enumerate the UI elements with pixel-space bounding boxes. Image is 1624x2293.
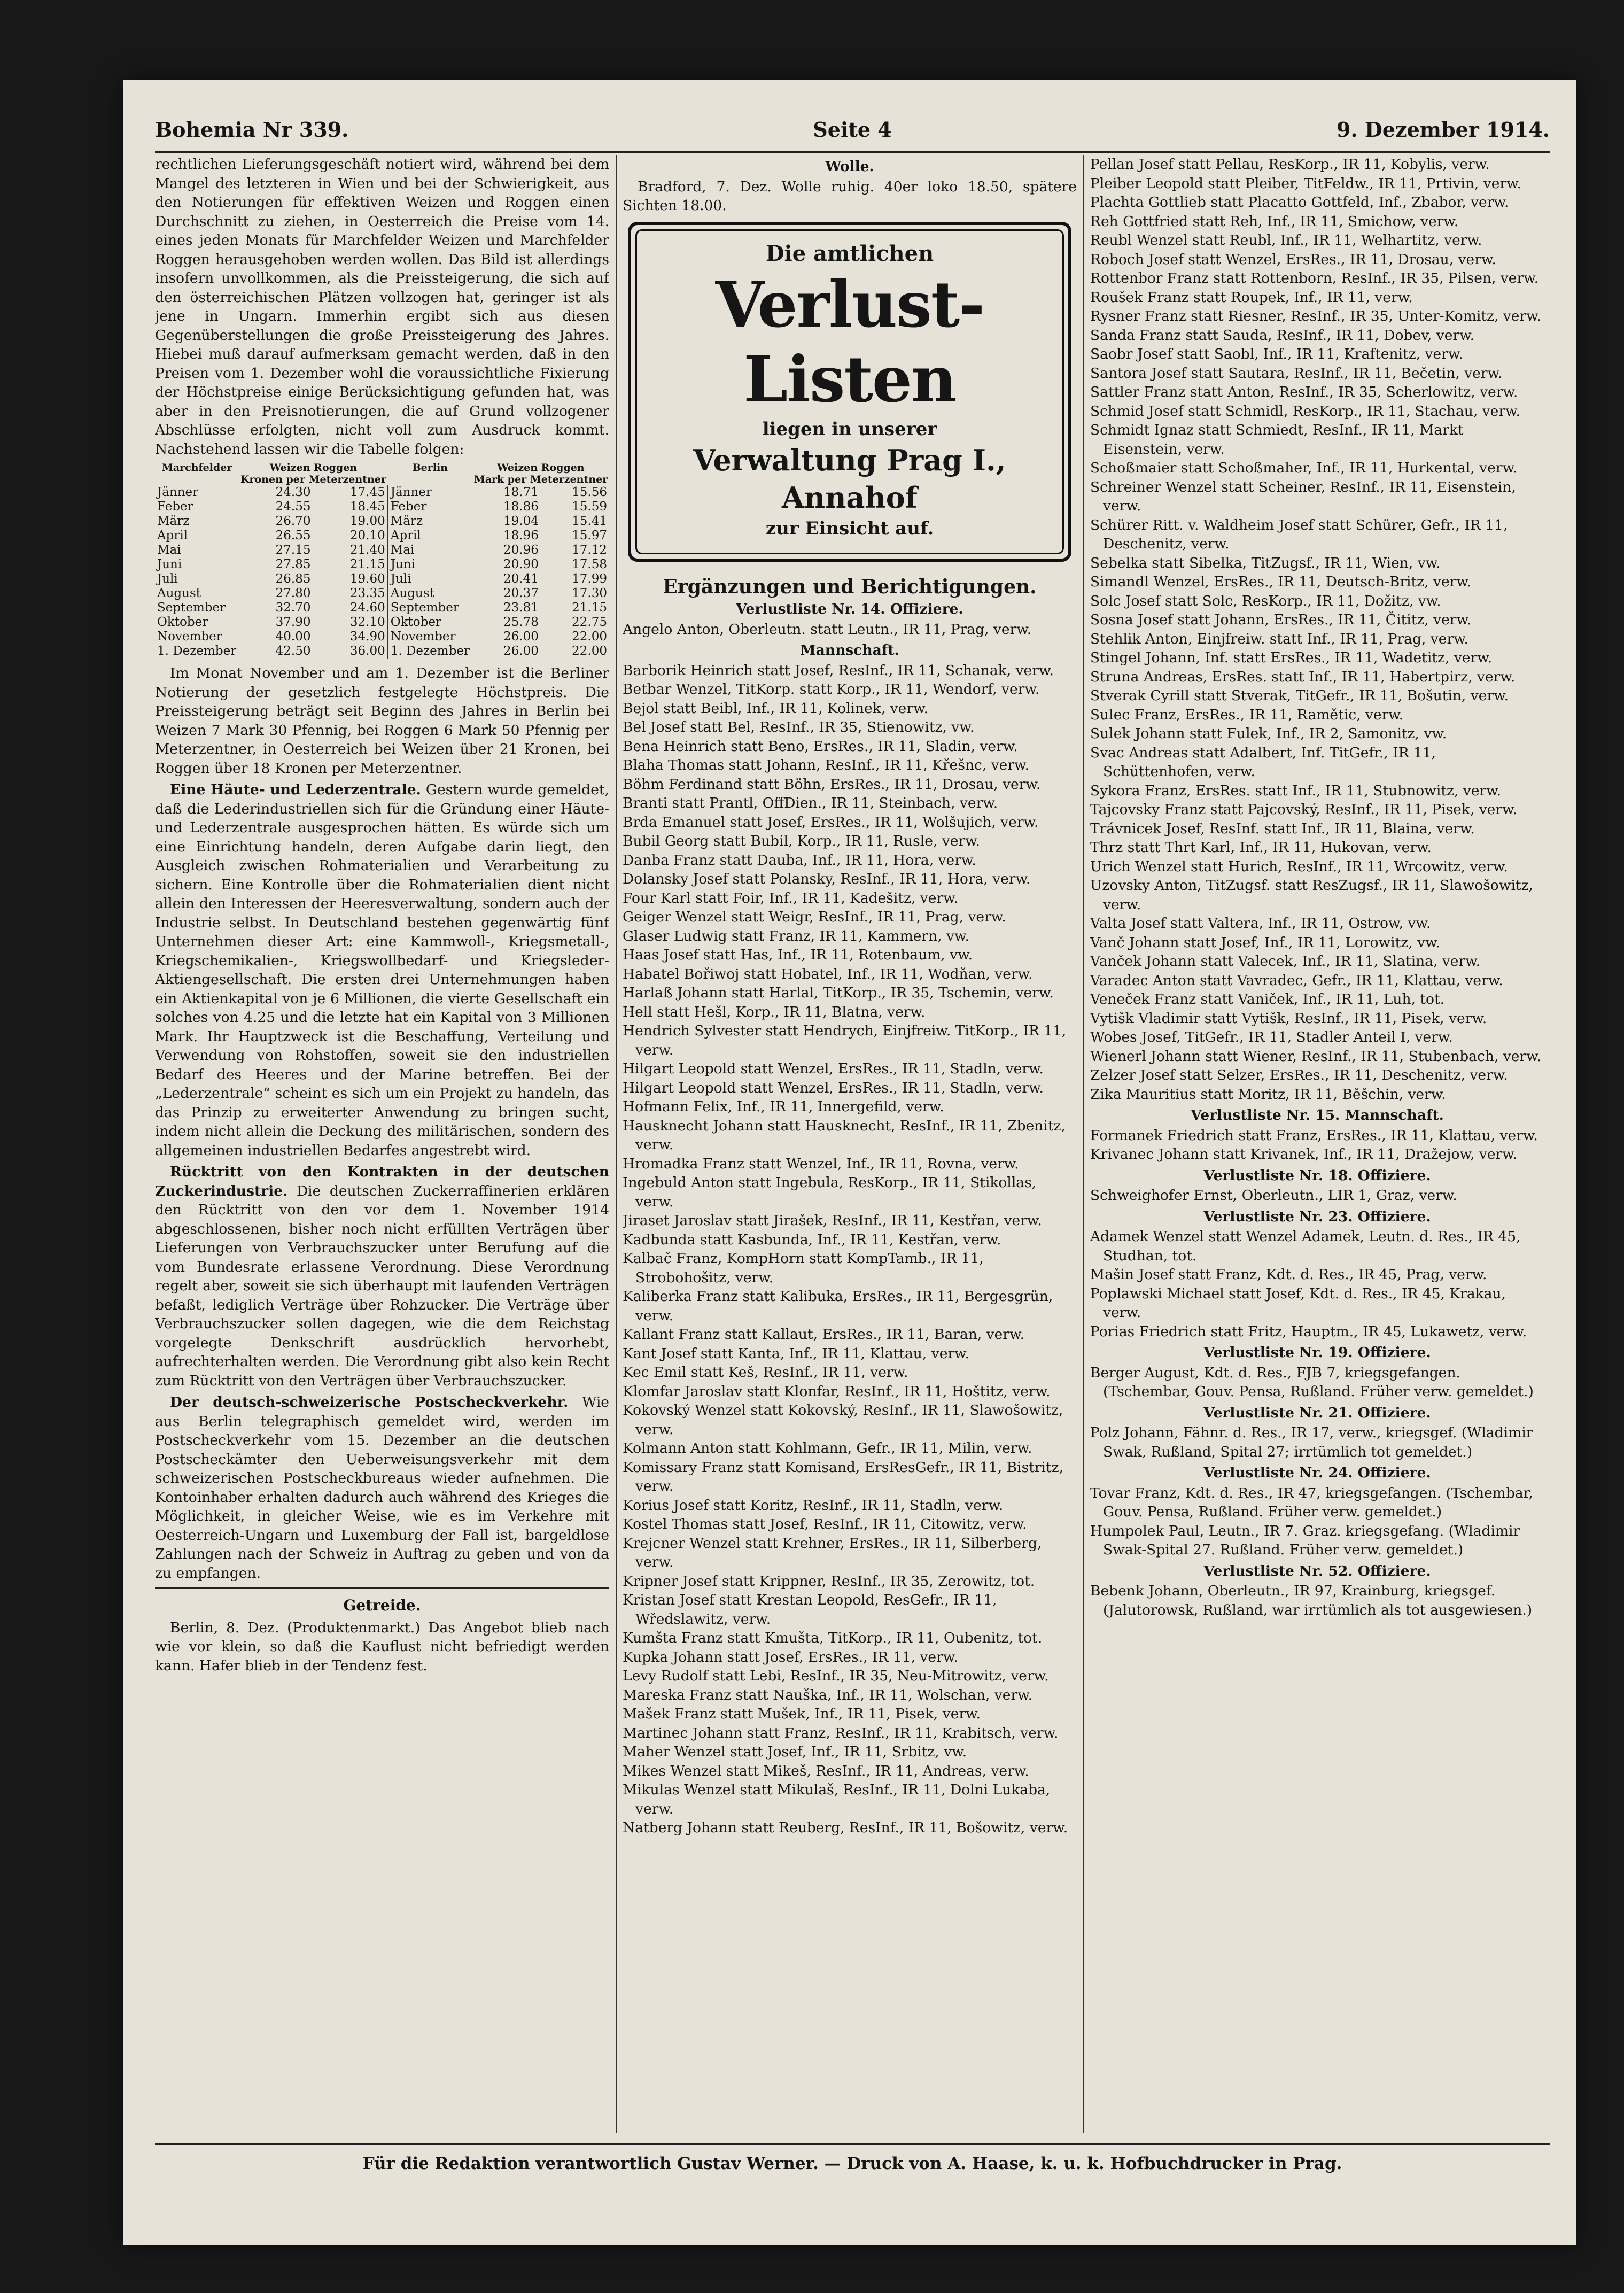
table-row [155,543,609,557]
casualty-list [1090,1227,1544,1341]
list-item: Vanč Johann statt Josef, Inf., IR 11, Lorowitz, vw. [1090,934,1440,951]
article-lead: Der deutsch-schweizerische Postscheckverkehr. [170,1394,569,1411]
table-header-unit: Kronen per Meterzentner [240,474,386,485]
list-item: Schweighofer Ernst, Oberleutn., LIR 1, Graz, verw. [1090,1187,1457,1204]
table-row [155,644,609,659]
table-header-cols: Weizen Roggen [497,462,585,474]
ad-line: Die amtlichen [765,241,934,266]
list-item: Krejcner Wenzel statt Krehner, ErsRes., IR 11, Silberberg, verw. [623,1535,1042,1570]
list-item: Hilgart Leopold statt Wenzel, ErsRes., IR 11, Stadln, verw. [623,1060,1044,1077]
ad-line: zur Einsicht auf. [765,517,934,539]
casualty-list [1090,1364,1544,1401]
list-item: Glaser Ludwig statt Franz, IR 11, Kammern, vw. [623,927,969,944]
column-3 [1090,155,1544,2133]
month-cell: Feber [157,500,193,514]
list-item: Vytišk Vladimir statt Vytišk, ResInf., IR 11, Pisek, verw. [1090,1010,1487,1027]
table-row [155,572,609,586]
price-table [155,462,609,659]
price-cell: 40.00 [275,630,311,644]
list-item: Polz Johann, Fähnr. d. Res., IR 17, verw., kriegsgef. (Wladimir Swak, Rußland, Spital 27; irrtümlich tot gemeldet.) [1090,1424,1533,1460]
price-cell: 21.15 [572,601,607,615]
price-cell: 18.71 [503,485,539,499]
article-lead: Rücktritt von den Kontrakten in der deutschen Zuckerindustrie. [155,1164,609,1199]
price-cell: 34.90 [349,630,385,644]
list-item: Maher Wenzel statt Josef, Inf., IR 11, Srbitz, vw. [623,1744,967,1760]
list-item: Stehlik Anton, Einjfreiw. statt Inf., IR 11, Prag, verw. [1090,630,1469,647]
month-cell: September [388,601,472,615]
list-item: Uzovsky Anton, TitZugsf. statt ResZugsf., IR 11, Slawošowitz, verw. [1090,877,1533,913]
table-row [155,630,609,644]
page-header [155,112,1550,150]
article-text: Die deutschen Zuckerraffinerien erklären den Rücktritt von den vor dem 1. November 1914 abgeschlossenen, bisher noch nicht erfüllten Verträgen über Lieferungen von Verbrauchszucker unter Berufung auf die vom Bundesrate erlassene Verordnung. Diese Verordnung regelt aber, soweit sie sich überhaupt mit laufenden Verträgen befaßt, lediglich Verträge über Rohzucker. Die Verträge über Verbrauchszucker sollen dagegen, wie die dem Reichstag vorgelegte Denkschrift ausdrücklich hervorhebt, aufrechterhalten werden. Die Verordnung gibt also kein Recht zum Rücktritt von den Verträgen über Verbrauchszucker. [155,1182,609,1389]
table-row [155,514,609,529]
list-item: Sykora Franz, ErsRes. statt Inf., IR 11, Stubnowitz, verw. [1090,782,1502,799]
month-cell: Juli [388,572,472,586]
article-paragraph [155,1393,609,1583]
list-item: Sosna Josef statt Johann, ErsRes., IR 11, Čititz, verw. [1090,611,1472,628]
list-item: Kumšta Franz statt Kmušta, TitKorp., IR 11, Oubenitz, tot. [623,1630,1043,1646]
list-item: Berger August, Kdt. d. Res., FJB 7, kriegsgefangen. (Tschembar, Gouv. Pensa, Rußland. Früher verw. gemeldet.) [1090,1364,1534,1400]
issue-date: 9. Dezember 1914. [1337,118,1550,142]
list-item: Santora Josef statt Sautara, ResInf., IR 11, Bečetin, verw. [1090,365,1503,382]
list-item: Hofmann Felix, Inf., IR 11, Innergefild, verw. [623,1098,944,1115]
list-item: Kupka Johann statt Josef, ErsRes., IR 11, verw. [623,1648,958,1665]
article-paragraph: Im Monat November und am 1. Dezember ist die Berliner Notierung der gesetzlich festgelegte Höchstpreis. Die Preissteigerung beträgt seit Beginn des Jahres in Berlin bei Weizen 7 Mark 30 Pfennig, bei Roggen 6 Mark 50 Pfennig per Meterzentner, in Oesterreich bei Weizen über 21 Kronen, bei Roggen über 18 Kronen per Meterzentner. [155,665,609,777]
newspaper-page [123,80,1576,2245]
list-item: Struna Andreas, ErsRes. statt Inf., IR 11, Habertpirz, verw. [1090,668,1516,685]
price-cell: 15.97 [572,529,607,543]
column-divider [1083,155,1084,2133]
month-cell: Mai [157,543,181,557]
price-cell: 15.41 [572,514,607,528]
list-item: Pleiber Leopold statt Pleiber, TitFeldw., IR 11, Prtivin, verw. [1090,175,1522,192]
list-item: Pellan Josef statt Pellau, ResKorp., IR 11, Kobylis, verw. [1090,156,1490,173]
list-item: Kokovský Wenzel statt Kokovský, ResInf., IR 11, Slawošowitz, verw. [623,1402,1063,1438]
list-item: Ingebuld Anton statt Ingebula, ResKorp., IR 11, Stikollas, verw. [623,1174,1037,1210]
price-cell: 24.55 [275,500,311,514]
price-cell: 18.96 [503,529,539,543]
list-item: Mareska Franz statt Nauška, Inf., IR 11, Wolschan, verw. [623,1686,1033,1703]
list-item: Urich Wenzel statt Hurich, ResInf., IR 11, Wrcowitz, verw. [1090,858,1508,875]
list-item: Schmid Josef statt Schmidl, ResKorp., IR 11, Stachau, verw. [1090,402,1520,420]
price-cell: 26.70 [275,514,311,528]
list-item: Porias Friedrich statt Fritz, Hauptm., IR 45, Lukawetz, verw. [1090,1323,1527,1340]
list-item: Tovar Franz, Kdt. d. Res., IR 47, kriegsgefangen. (Tschembar, Gouv. Pensa, Rußland. Früher verw. gemeldet.) [1090,1484,1533,1520]
price-cell: 20.96 [503,543,539,557]
month-cell: November [157,630,222,644]
price-cell: 42.50 [275,644,311,658]
list-subheading: Verlustliste Nr. 23. Offiziere. [1203,1208,1431,1225]
paper-name: Bohemia Nr 339. [155,118,349,142]
table-row [155,601,609,615]
casualty-list [1090,1126,1544,1164]
footer-rule [155,2143,1550,2145]
month-cell: August [388,586,472,601]
casualty-list [1090,1582,1544,1620]
price-cell: 15.56 [572,485,607,499]
list-item: Hendrich Sylvester statt Hendrych, Einjfreiw. TitKorp., IR 11, verw. [623,1022,1067,1058]
list-item: Vanček Johann statt Valecek, Inf., IR 11, Slatina, verw. [1090,953,1481,970]
article-text: Gestern wurde gemeldet, daß die Lederindustriellen sich für die Gründung einer Häute- und Lederzentrale ausgesprochen hätten. Es würde sich um eine Einrichtung handeln, deren Aufgabe darin liegt, den Ausgleich zwischen Rohmaterialien und Verarbeitung zu sichern. Eine Kontrolle über die Rohmaterialien dient nicht allein den Interessen der Heeresverwaltung, sondern auch der Industrie selbst. In Deutschland bestehen gegenwärtig fünf Unternehmen dieser Art: eine Kammwoll-, Kriegsmetall-, Kriegschemikalien-, Kriegswollbedarf- und Kriegsleder-Aktiengesellschaft. Die ersten drei Unternehmungen haben ein Aktienkapital von je 6 Millionen, die vierte Gesellschaft ein solches von 4.25 und die letzte hat ein Kapital von 3 Millionen Mark. Ihr Hauptzweck ist die Beschaffung, Verteilung und Verwendung von Rohstoffen, soweit sie den industriellen Bedarf des Heeres und der Marine betreffen. Bei der „Lederzentrale“ scheint es sich um ein Projekt zu handeln, das das Prinzip zu erweiterter Anwendung zu bringen sucht, indem nicht allein die Deckung des militärischen, sondern des allgemeinen industriellen Bedarfes angestrebt wird. [155,781,609,1159]
month-cell: Oktober [388,615,472,630]
list-item: Komissary Franz statt Komisand, ErsResGefr., IR 11, Bistritz, verw. [623,1459,1064,1494]
month-cell: Jänner [388,485,472,500]
list-subheading: Verlustliste Nr. 19. Offiziere. [1203,1344,1431,1361]
ad-address: Verwaltung Prag I., Annahof [693,443,1006,515]
month-cell: Feber [388,500,472,514]
list-item: Korius Josef statt Koritz, ResInf., IR 11, Stadln, verw. [623,1497,1004,1514]
list-item: Harlaß Johann statt Harlal, TitKorp., IR 35, Tschemin, verw. [623,985,1054,1001]
ad-line: liegen in unserer [762,418,937,440]
list-subheading: Verlustliste Nr. 14. Offiziere. [736,601,963,617]
list-item: Bel Josef statt Bel, ResInf., IR 35, Stienowitz, vw. [623,719,975,735]
list-item: Kostel Thomas statt Josef, ResInf., IR 11, Citowitz, verw. [623,1516,1027,1532]
price-cell: 24.30 [275,485,311,499]
price-cell: 25.78 [503,615,539,629]
list-item: Thrz statt Thrt Karl, Inf., IR 11, Hukovan, verw. [1090,839,1432,856]
list-item: Zelzer Josef statt Selzer, ErsRes., IR 11, Deschenitz, verw. [1090,1067,1508,1083]
month-cell: September [157,601,226,615]
list-item: Blaha Thomas statt Johann, ResInf., IR 11, Křešnc, verw. [623,757,1029,773]
column-divider [616,155,617,2133]
price-cell: 17.99 [572,572,607,586]
list-item: Kant Josef statt Kanta, Inf., IR 11, Klattau, verw. [623,1345,970,1362]
price-cell: 24.60 [349,601,385,615]
list-item: Levy Rudolf statt Lebi, ResInf., IR 35, Neu-Mitrowitz, verw. [623,1668,1049,1684]
section-heading: Wolle. [825,158,874,175]
price-cell: 21.40 [349,543,385,557]
list-item: Sattler Franz statt Anton, ResInf., IR 35, Scherlowitz, verw. [1090,384,1518,400]
price-cell: 26.55 [275,529,311,543]
price-cell: 18.86 [503,500,539,514]
header-rule [155,151,1550,153]
list-item: Mašin Josef statt Franz, Kdt. d. Res., IR 45, Prag, verw. [1090,1266,1487,1283]
table-header [472,462,609,485]
price-cell: 32.10 [349,615,385,629]
list-item: Wienerl Johann statt Wiener, ResInf., IR 11, Stubenbach, verw. [1090,1048,1542,1065]
price-cell: 23.35 [349,586,385,600]
price-cell: 36.00 [349,644,385,658]
price-cell: 27.15 [275,543,311,557]
list-item: Klomfar Jaroslav statt Klonfar, ResInf., IR 11, Hoštitz, verw. [623,1383,1051,1400]
list-item: Varadec Anton statt Vavradec, Gefr., IR 11, Klattau, verw. [1090,972,1503,989]
imprint-footer: Für die Redaktion verantwortlich Gustav Werner. — Druck von A. Haase, k. u. k. Hofbuchdrucker in Prag. [362,2154,1342,2173]
list-item: Kec Emil statt Keš, ResInf., IR 11, verw. [623,1364,908,1381]
price-cell: 17.45 [349,485,385,499]
list-item: Natberg Johann statt Reuberg, ResInf., IR 11, Bošowitz, verw. [623,1819,1068,1836]
list-item: Schreiner Wenzel statt Scheiner, ResInf., IR 11, Eisenstein, verw. [1090,478,1516,514]
article-lead: Eine Häute- und Lederzentrale. [170,781,421,798]
price-cell: 19.60 [349,572,385,586]
price-cell: 27.80 [275,586,311,600]
table-header: Marchfelder [161,462,232,474]
list-item: Solc Josef statt Solc, ResKorp., IR 11, Dožitz, vw. [1090,592,1441,609]
section-heading: Getreide. [343,1597,421,1614]
list-item: Mikulas Wenzel statt Mikulaš, ResInf., IR 11, Dolni Lukaba, verw. [623,1781,1051,1817]
list-item: Kolmann Anton statt Kohlmann, Gefr., IR 11, Milin, verw. [623,1440,1032,1457]
price-cell: 17.12 [572,543,607,557]
list-item: Branti statt Prantl, OffDien., IR 11, Steinbach, verw. [623,795,998,811]
list-subheading: Verlustliste Nr. 15. Mannschaft. [1191,1107,1444,1124]
table-row [155,529,609,543]
list-item: Schoßmaier statt Schoßmaher, Inf., IR 11, Hurkental, verw. [1090,460,1518,476]
list-item: Geiger Wenzel statt Weigr, ResInf., IR 11, Prag, verw. [623,909,1006,925]
list-item: Dolansky Josef statt Polansky, ResInf., IR 11, Hora, verw. [623,871,1031,887]
list-item: Barborik Heinrich statt Josef, ResInf., IR 11, Schanak, verw. [623,662,1054,679]
table-row [155,557,609,572]
month-cell: Juni [388,557,472,572]
price-cell: 22.00 [572,630,607,644]
list-item: Roboch Josef statt Wenzel, ErsRes., IR 11, Drosau, verw. [1090,251,1496,268]
list-item: Habatel Bořiwoj statt Hobatel, Inf., IR 11, Wodňan, verw. [623,965,1033,982]
section-heading: Ergänzungen und Berichtigungen. [663,575,1037,598]
article-paragraph [155,780,609,1160]
list-item: Svac Andreas statt Adalbert, Inf. TitGefr., IR 11, Schüttenhofen, verw. [1090,744,1436,780]
month-cell: März [388,514,472,529]
list-item: Zika Mauritius statt Moritz, IR 11, Běšchin, verw. [1090,1086,1446,1103]
table-row [155,500,609,514]
table-row [155,615,609,630]
month-cell: Mai [388,543,472,557]
list-subheading: Verlustliste Nr. 52. Offiziere. [1203,1562,1431,1579]
casualty-list [1090,155,1544,1104]
list-item: Rysner Franz statt Riesner, ResInf., IR 35, Unter-Komitz, verw. [1090,308,1542,324]
price-cell: 20.41 [503,572,539,586]
price-cell: 19.04 [503,514,539,528]
month-cell: Juni [157,557,182,571]
article-paragraph [155,1163,609,1390]
list-item: Reubl Wenzel statt Reubl, Inf., IR 11, Welhartitz, verw. [1090,232,1482,249]
list-item: Martinec Johann statt Franz, ResInf., IR 11, Krabitsch, verw. [623,1724,1059,1741]
table-header-cols: Weizen Roggen [269,462,358,474]
price-cell: 22.00 [572,644,607,658]
list-item: Four Karl statt Foir, Inf., IR 11, Kadešitz, verw. [623,889,959,907]
list-item: Hilgart Leopold statt Wenzel, ErsRes., IR 11, Stadln, verw. [623,1079,1044,1096]
list-item: Stverak Cyrill statt Stverak, TitGefr., IR 11, Bošutin, verw. [1090,687,1509,704]
month-cell: März [157,514,190,528]
list-item: Sebelka statt Sibelka, TitZugsf., IR 11, Wien, vw. [1090,554,1441,571]
list-item: Stingel Johann, Inf. statt ErsRes., IR 11, Wadetitz, verw. [1090,649,1493,666]
table-body [155,485,609,659]
list-item: Mašek Franz statt Mušek, Inf., IR 11, Pisek, verw. [623,1706,981,1722]
table-row [155,586,609,601]
price-cell: 17.30 [572,586,607,600]
list-item: Bejol statt Beibl, Inf., IR 11, Kolinek, verw. [623,700,928,717]
list-item: Kristan Josef statt Krestan Leopold, ResGefr., IR 11, Wředslawitz, verw. [623,1592,997,1628]
list-item: Jiraset Jaroslav statt Jirašek, ResInf., IR 11, Kestřan, verw. [623,1212,1042,1229]
month-cell: Oktober [157,615,208,629]
list-item: Schürer Ritt. v. Waldheim Josef statt Schürer, Gefr., IR 11, Deschenitz, verw. [1090,516,1508,552]
list-item: Brda Emanuel statt Josef, ErsRes., IR 11, Wolšujich, verw. [623,814,1039,831]
price-cell: 27.85 [275,557,311,571]
list-item: Wobes Josef, TitGefr., IR 11, Stadler Anteil I, verw. [1090,1029,1453,1045]
price-cell: 37.90 [275,615,311,629]
list-item: Mikes Wenzel statt Mikeš, ResInf., IR 11, Andreas, verw. [623,1762,1029,1779]
article-text: Wie aus Berlin telegraphisch gemeldet wird, werden im Postscheckverkehr vom 15. Dezember an die deutschen Postscheckämter den Ueberweisungsverkehr mit dem schweizerischen Postscheckbureaus wieder aufnehmen. Die Kontoinhaber erhalten dadurch auch während des Krieges die Möglichkeit, in gleicher Weise, wie es im Verkehre mit Oesterreich-Ungarn und Luxemburg der Fall ist, bargeldlose Zahlungen nach der Schweiz in Auftrag zu geben und von da zu empfangen. [155,1394,609,1582]
price-cell: 20.10 [349,529,385,543]
list-item: Hromadka Franz statt Wenzel, Inf., IR 11, Rovna, verw. [623,1155,1019,1172]
price-cell: 26.00 [503,644,539,658]
list-item: Saobr Josef statt Saobl, Inf., IR 11, Kraftenitz, verw. [1090,346,1463,362]
casualty-list [1090,1423,1544,1461]
list-item: Sulec Franz, ErsRes., IR 11, Ramětic, verw. [1090,706,1404,723]
list-item: Betbar Wenzel, TitKorp. statt Korp., IR 11, Wendorf, verw. [623,681,1040,698]
price-cell: 20.90 [503,557,539,571]
column-2 [623,155,1077,2133]
table-header [239,462,388,485]
advertisement-inner [635,229,1064,554]
price-cell: 26.85 [275,572,311,586]
casualty-list [1090,1484,1544,1560]
page-number: Seite 4 [813,118,892,142]
list-item: Böhm Ferdinand statt Böhn, ErsRes., IR 11, Drosau, verw. [623,776,1041,793]
list-item: Poplawski Michael statt Josef, Kdt. d. Res., IR 45, Krakau, verw. [1090,1285,1506,1321]
price-cell: 23.81 [503,601,539,615]
table-row [155,485,609,500]
list-item: Danba Franz statt Dauba, Inf., IR 11, Hora, verw. [623,851,976,869]
month-cell: Juli [157,572,178,586]
list-item: Angelo Anton, Oberleutn. statt Leutn., IR 11, Prag, verw. [623,621,1032,638]
list-subheading: Verlustliste Nr. 24. Offiziere. [1203,1465,1431,1481]
list-item: Rottenbor Franz statt Rottenborn, ResInf., IR 35, Pilsen, verw. [1090,270,1539,286]
list-item: Adamek Wenzel statt Wenzel Adamek, Leutn. d. Res., IR 45, Studhan, tot. [1090,1228,1521,1264]
month-cell: April [157,529,188,543]
casualty-list [623,661,1077,1838]
list-item: Kripner Josef statt Krippner, ResInf., IR 35, Zerowitz, tot. [623,1572,1035,1590]
list-subheading: Mannschaft. [800,642,899,659]
price-cell: 15.59 [572,500,607,514]
list-subheading: Verlustliste Nr. 21. Offiziere. [1203,1404,1431,1421]
list-item: Formanek Friedrich statt Franz, ErsRes., IR 11, Klattau, verw. [1090,1127,1538,1144]
price-cell: 17.58 [572,557,607,571]
list-item: Bubil Georg statt Bubil, Korp., IR 11, Rusle, verw. [623,833,981,849]
month-cell: April [388,529,472,543]
list-item: Krivanec Johann statt Krivanek, Inf., IR 11, Dražejow, verw. [1090,1146,1518,1163]
list-item: Schmidt Ignaz statt Schmiedt, ResInf., IR 11, Markt Eisenstein, verw. [1090,422,1464,458]
list-item: Veneček Franz statt Vaniček, Inf., IR 11, Luh, tot. [1090,991,1445,1008]
list-item: Hausknecht Johann statt Hausknecht, ResInf., IR 11, Zbenitz, verw. [623,1117,1066,1153]
ad-title: Verlust-Listen [715,267,984,416]
price-cell: 20.37 [503,586,539,600]
list-item: Valta Josef statt Valtera, Inf., IR 11, Ostrow, vw. [1090,915,1431,932]
article-paragraph: Bradford, 7. Dez. Wolle ruhig. 40er loko 18.50, spätere Sichten 18.00. [623,178,1077,214]
section-rule [155,1587,609,1589]
table-header: Berlin [412,462,448,474]
list-item: Sanda Franz statt Sauda, ResInf., IR 11, Dobev, verw. [1090,327,1475,344]
advertisement-box [628,222,1071,562]
price-cell: 18.45 [349,500,385,514]
month-cell: August [157,586,201,600]
list-item: Bena Heinrich statt Beno, ErsRes., IR 11, Sladin, verw. [623,738,1018,755]
list-item: Simandl Wenzel, ErsRes., IR 11, Deutsch-Britz, verw. [1090,574,1472,590]
casualty-list [1090,1186,1544,1205]
list-item: Plachta Gottlieb statt Placatto Gottfeld, Inf., Zbabor, verw. [1090,194,1509,211]
list-item: Bebenk Johann, Oberleutn., IR 97, Krainburg, kriegsgef. (Jalutorowsk, Rußland, war irrtümlich als tot ausgewiesen.) [1090,1583,1533,1618]
month-cell: 1. Dezember [388,644,472,659]
list-item: Reh Gottfried statt Reh, Inf., IR 11, Smichow, verw. [1090,213,1459,230]
month-cell: November [388,630,472,644]
list-item: Kalbač Franz, KompHorn statt KompTamb., IR 11, Strobohošitz, verw. [623,1250,984,1286]
list-item: Tajcovsky Franz statt Pajcovský, ResInf., IR 11, Pisek, verw. [1090,801,1517,818]
article-paragraph: rechtlichen Lieferungsgeschäft notiert wird, während bei dem Mangel des letzteren in Wien und bei der Schwierigkeit, aus den Notierungen für effektiven Weizen und Roggen einen Durchschnitt zu ziehen, in Oesterreich die Preise vom 14. eines jeden Monats für Marchfelder Weizen und Marchfelder Roggen herausgehoben werden wollen. Das Bild ist allerdings insofern unvollkommen, als die Preissteigerung, die sich auf den österreichischen Plätzen vollzogen hat, geringer ist als jene in Ungarn. Immerhin ergibt sich aus diesen Gegenüberstellungen die große Preissteigerung des Jahres. Hiebei muß darauf aufmerksam gemacht werden, daß in den Preisen vom 1. Dezember wohl die voraussichtliche Fixierung der Höchstpreise einige Berücksichtigung gefunden hat, was aber in den Preisnotierungen, die auf Grund vollzogener Abschlüsse erfolgten, nicht voll zum Ausdruck kommt. Nachstehend lassen wir die Tabelle folgen: [155,156,609,458]
list-item: Trávnicek Josef, ResInf. statt Inf., IR 11, Blaina, verw. [1090,820,1475,837]
list-item: Haas Josef statt Has, Inf., IR 11, Rotenbaum, vw. [623,947,973,963]
list-item: Kaliberka Franz statt Kalibuka, ErsRes., IR 11, Bergesgrün, verw. [623,1288,1053,1324]
list-subheading: Verlustliste Nr. 18. Offiziere. [1203,1167,1431,1184]
list-item: Sulek Johann statt Fulek, Inf., IR 2, Samonitz, vw. [1090,725,1447,742]
list-item: Roušek Franz statt Roupek, Inf., IR 11, verw. [1090,289,1413,306]
price-cell: 26.00 [503,630,539,644]
table-header-unit: Mark per Meterzentner [473,474,608,485]
month-cell: Jänner [157,485,199,499]
month-cell: 1. Dezember [157,644,237,658]
price-cell: 19.00 [349,514,385,528]
price-cell: 21.15 [349,557,385,571]
price-cell: 32.70 [275,601,311,615]
list-item: Hell statt Hešl, Korp., IR 11, Blatna, verw. [623,1003,926,1020]
article-paragraph: Berlin, 8. Dez. (Produktenmarkt.) Das Angebot blieb nach wie vor klein, so daß die Kauflust nicht befriedigt werden kann. Hafer blieb in der Tendenz fest. [155,1619,609,1674]
price-cell: 22.75 [572,615,607,629]
list-item: Humpolek Paul, Leutn., IR 7. Graz. kriegsgefang. (Wladimir Swak-Spital 27. Rußland. Früher verw. gemeldet.) [1090,1522,1520,1558]
list-item: Kallant Franz statt Kallaut, ErsRes., IR 11, Baran, verw. [623,1326,1024,1343]
list-item: Kadbunda statt Kasbunda, Inf., IR 11, Kestřan, verw. [623,1231,1001,1248]
column-1 [155,155,609,2133]
